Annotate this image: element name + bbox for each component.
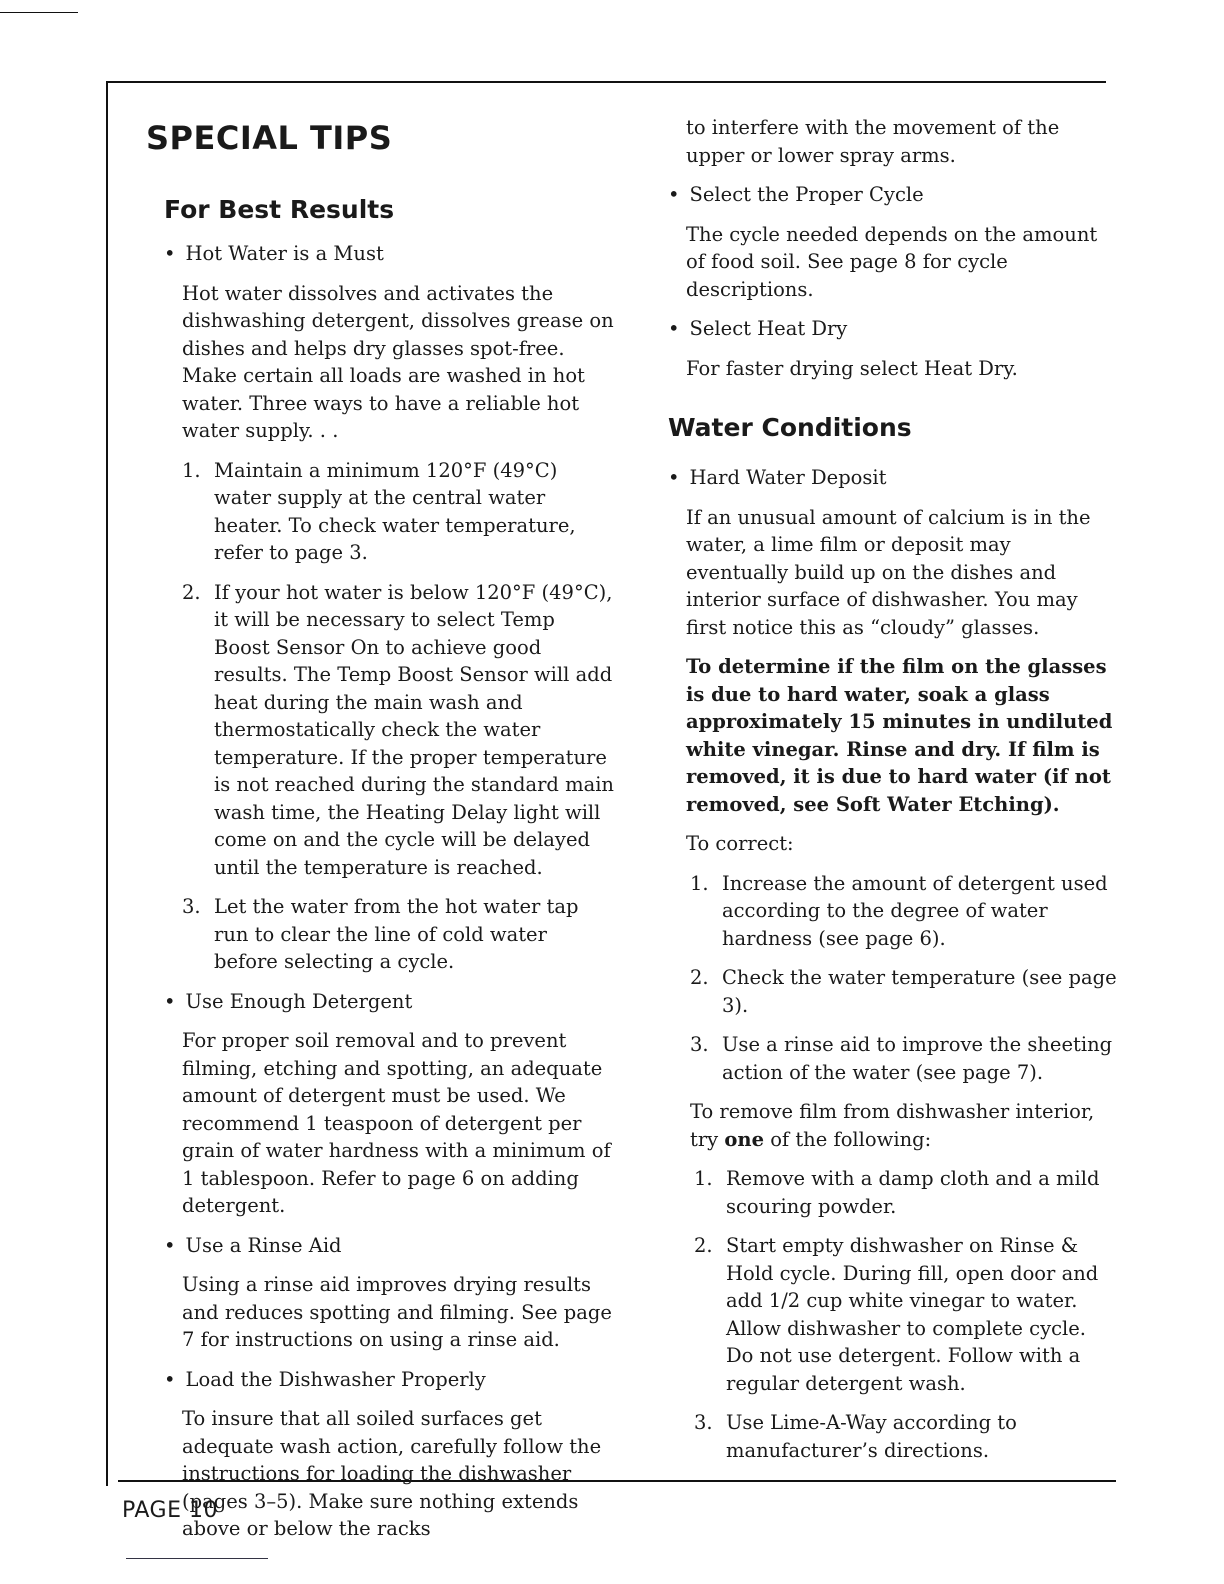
list-item — [690, 870, 1118, 953]
to-correct-label: To correct: — [686, 832, 794, 855]
step-number: 1. — [182, 458, 201, 482]
list-item — [690, 964, 1118, 1019]
list-item — [182, 893, 616, 976]
step-number: 3. — [182, 895, 201, 918]
step-text: If your hot water is below 120°F (49°C), it will be necessary to select Temp Boost Sensor On to achieve good results. The Temp Boost Sensor will add heat during the main wash and thermostatically check the water temperature. If the proper temperature is not reached during the standard main wash time, the Heating Delay light will come on and the cycle will be delayed until the temperature is reached. — [214, 580, 614, 879]
step-text: Start empty dishwasher on Rinse & Hold cycle. During fill, open door and add 1/2 cup white vinegar to water. Allow dishwasher to complete cycle. Do not use detergent. Follow with a regular detergent wash. — [726, 1234, 1099, 1395]
list-item — [694, 1409, 1118, 1464]
step-text: Increase the amount of detergent used according to the degree of water hardness (see page 6). — [722, 871, 1108, 950]
hard-water-text: If an unusual amount of calcium is in the water, a lime film or deposit may eventually build up on the dishes and interior surface of dishwasher. You may first notice this as “cloudy” glasses. — [686, 505, 1091, 639]
rinse-aid-text: Using a rinse aid improves drying results and reduces spotting and filming. See page 7 for instructions on using a rinse aid. — [182, 1273, 612, 1351]
left-column — [146, 118, 616, 1555]
right-column — [668, 114, 1118, 1476]
hot-water-bullet: • Hot Water is a Must — [164, 240, 616, 268]
top-left-rule — [0, 12, 78, 13]
rinse-aid-bullet: • Use a Rinse Aid — [164, 1232, 616, 1260]
remove-intro-bold: one — [724, 1127, 764, 1151]
step-number: 1. — [690, 871, 709, 895]
frame-top-rule — [106, 81, 1106, 83]
correct-steps — [690, 870, 1118, 1087]
step-number: 3. — [690, 1033, 709, 1056]
remove-intro-b: of the following: — [770, 1127, 932, 1151]
step-number: 3. — [694, 1411, 713, 1434]
detergent-text: For proper soil removal and to prevent filming, etching and spotting, an adequate amount of detergent must be used. We recommend 1 teaspoon of detergent per grain of water hardness with a minimum of 1 tablespoon. Refer to page 6 on adding detergent. — [182, 1029, 611, 1217]
step-number: 2. — [694, 1234, 713, 1257]
cycle-text: The cycle needed depends on the amount of food soil. See page 8 for cycle descriptions. — [686, 222, 1098, 301]
step-text: Use a rinse aid to improve the sheeting action of the water (see page 7). — [722, 1033, 1113, 1084]
step-number: 2. — [182, 580, 201, 604]
remove-steps — [694, 1165, 1118, 1464]
load-text-part1: To insure that all soiled surfaces get adequate wash action, carefully follow the instructions for loading the dishwasher (pages 3–5). Make sure nothing extends above or below the racks — [182, 1407, 602, 1540]
load-bullet: • Load the Dishwasher Properly — [164, 1366, 616, 1394]
list-item — [182, 457, 616, 567]
list-item — [694, 1165, 1118, 1220]
step-text: Maintain a minimum 120°F (49°C) water supply at the central water heater. To check water temperature, refer to page 3. — [214, 458, 576, 564]
best-results-heading: For Best Results — [164, 195, 395, 224]
hard-water-test-text: To determine if the film on the glasses is due to hard water, soak a glass approximately 15 minutes in undiluted white vinegar. Rinse and dry. If film is removed, it is due to hard water (if not removed, see Soft Water Etching). — [686, 655, 1113, 816]
step-number: 2. — [690, 966, 709, 989]
list-item — [694, 1232, 1118, 1397]
cycle-bullet: • Select the Proper Cycle — [668, 181, 1118, 209]
step-text: Let the water from the hot water tap run to clear the line of cold water before selecting a cycle. — [214, 895, 579, 973]
step-number: 1. — [694, 1167, 713, 1190]
hot-water-text: Hot water dissolves and activates the dishwashing detergent, dissolves grease on dishes and helps dry glasses spot-free. Make certain all loads are washed in hot water. Three ways to have a reliable hot water supply. . . — [182, 281, 614, 442]
load-text-part2: to interfere with the movement of the upper or lower spray arms. — [686, 116, 1060, 167]
bottom-rule — [126, 1558, 268, 1559]
step-text: Use Lime-A-Way according to manufacturer’s directions. — [726, 1411, 1017, 1462]
heat-dry-text: For faster drying select Heat Dry. — [686, 356, 1018, 380]
step-text: Remove with a damp cloth and a mild scouring powder. — [726, 1167, 1100, 1218]
detergent-bullet: • Use Enough Detergent — [164, 988, 616, 1016]
heat-dry-bullet: • Select Heat Dry — [668, 315, 1118, 343]
remove-intro-a: To remove film from dishwasher interior, try — [690, 1100, 1095, 1151]
frame-left-rule — [106, 81, 108, 1486]
step-text: Check the water temperature (see page 3). — [722, 966, 1117, 1017]
water-conditions-heading: Water Conditions — [668, 413, 912, 442]
hard-water-bullet: • Hard Water Deposit — [668, 464, 1118, 492]
page-number: PAGE 10 — [122, 1498, 218, 1523]
page-title: SPECIAL TIPS — [146, 119, 393, 157]
remove-film-intro — [690, 1098, 1118, 1153]
list-item — [182, 579, 616, 882]
hot-water-steps — [182, 457, 616, 976]
list-item — [690, 1031, 1118, 1086]
